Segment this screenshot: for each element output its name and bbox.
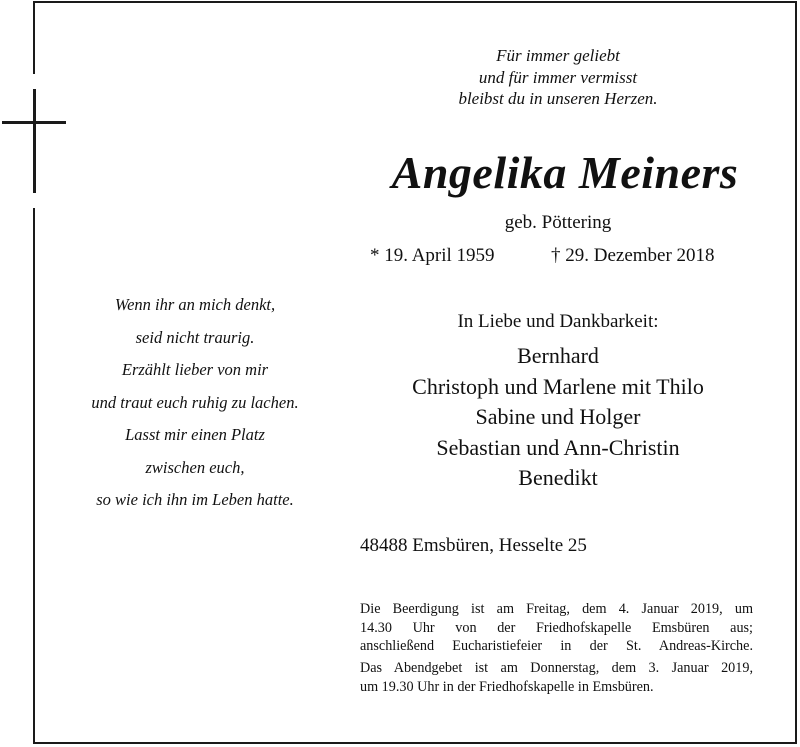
family-address: 48488 Emsbüren, Hesselte 25 [360,535,587,556]
notice-line: Das Abendgebet ist am Donnerstag, dem 3. Januar 2019, [360,660,753,676]
mourner-name: Bernhard [517,343,599,368]
motto-line: und für immer vermisst [478,67,638,87]
notice-line: um 19.30 Uhr in der Friedhofskapelle in Emsbüren. [360,678,654,695]
poem-line: Lasst mir einen Platz [125,425,265,444]
funeral-notice [360,600,753,656]
poem-line: und traut euch ruhig zu lachen. [91,392,299,412]
poem [58,289,332,517]
death-date: † 29. Dezember 2018 [551,245,715,266]
mourner-name: Sabine und Holger [475,404,641,429]
cross-vertical-bar [33,89,36,193]
mourners-list [358,341,758,494]
motto-line: bleibst du in unseren Herzen. [458,89,658,108]
motto-line: Für immer geliebt [496,46,620,65]
motto [351,45,765,110]
mourners-intro: In Liebe und Dankbarkeit: [457,311,659,332]
poem-line: Wenn ihr an mich denkt, [114,295,276,314]
deceased-name: Angelika Meiners [391,147,739,198]
poem-line: seid nicht traurig. [135,327,255,347]
notice-line: anschließend Eucharistiefeier in der St. Andreas-Kirche. [360,638,753,654]
notice-line: Die Beerdigung ist am Freitag, dem 4. Januar 2019, um [360,601,753,617]
birth-name: geb. Pöttering [504,212,612,233]
cross-horizontal-bar [2,121,66,124]
birth-date: * 19. April 1959 [370,245,495,266]
mourner-name: Sebastian und Ann-Christin [436,434,680,460]
mourner-name: Christoph und Marlene mit Thilo [412,373,704,399]
evening-prayer-notice [360,659,753,696]
mourner-name: Benedikt [518,465,598,490]
poem-line: so wie ich ihn im Leben hatte. [96,490,294,509]
poem-line: zwischen euch, [145,457,245,477]
notice-line: 14.30 Uhr von der Friedhofskapelle Emsbüren aus; [360,619,753,636]
poem-line: Erzählt lieber von mir [121,360,269,379]
